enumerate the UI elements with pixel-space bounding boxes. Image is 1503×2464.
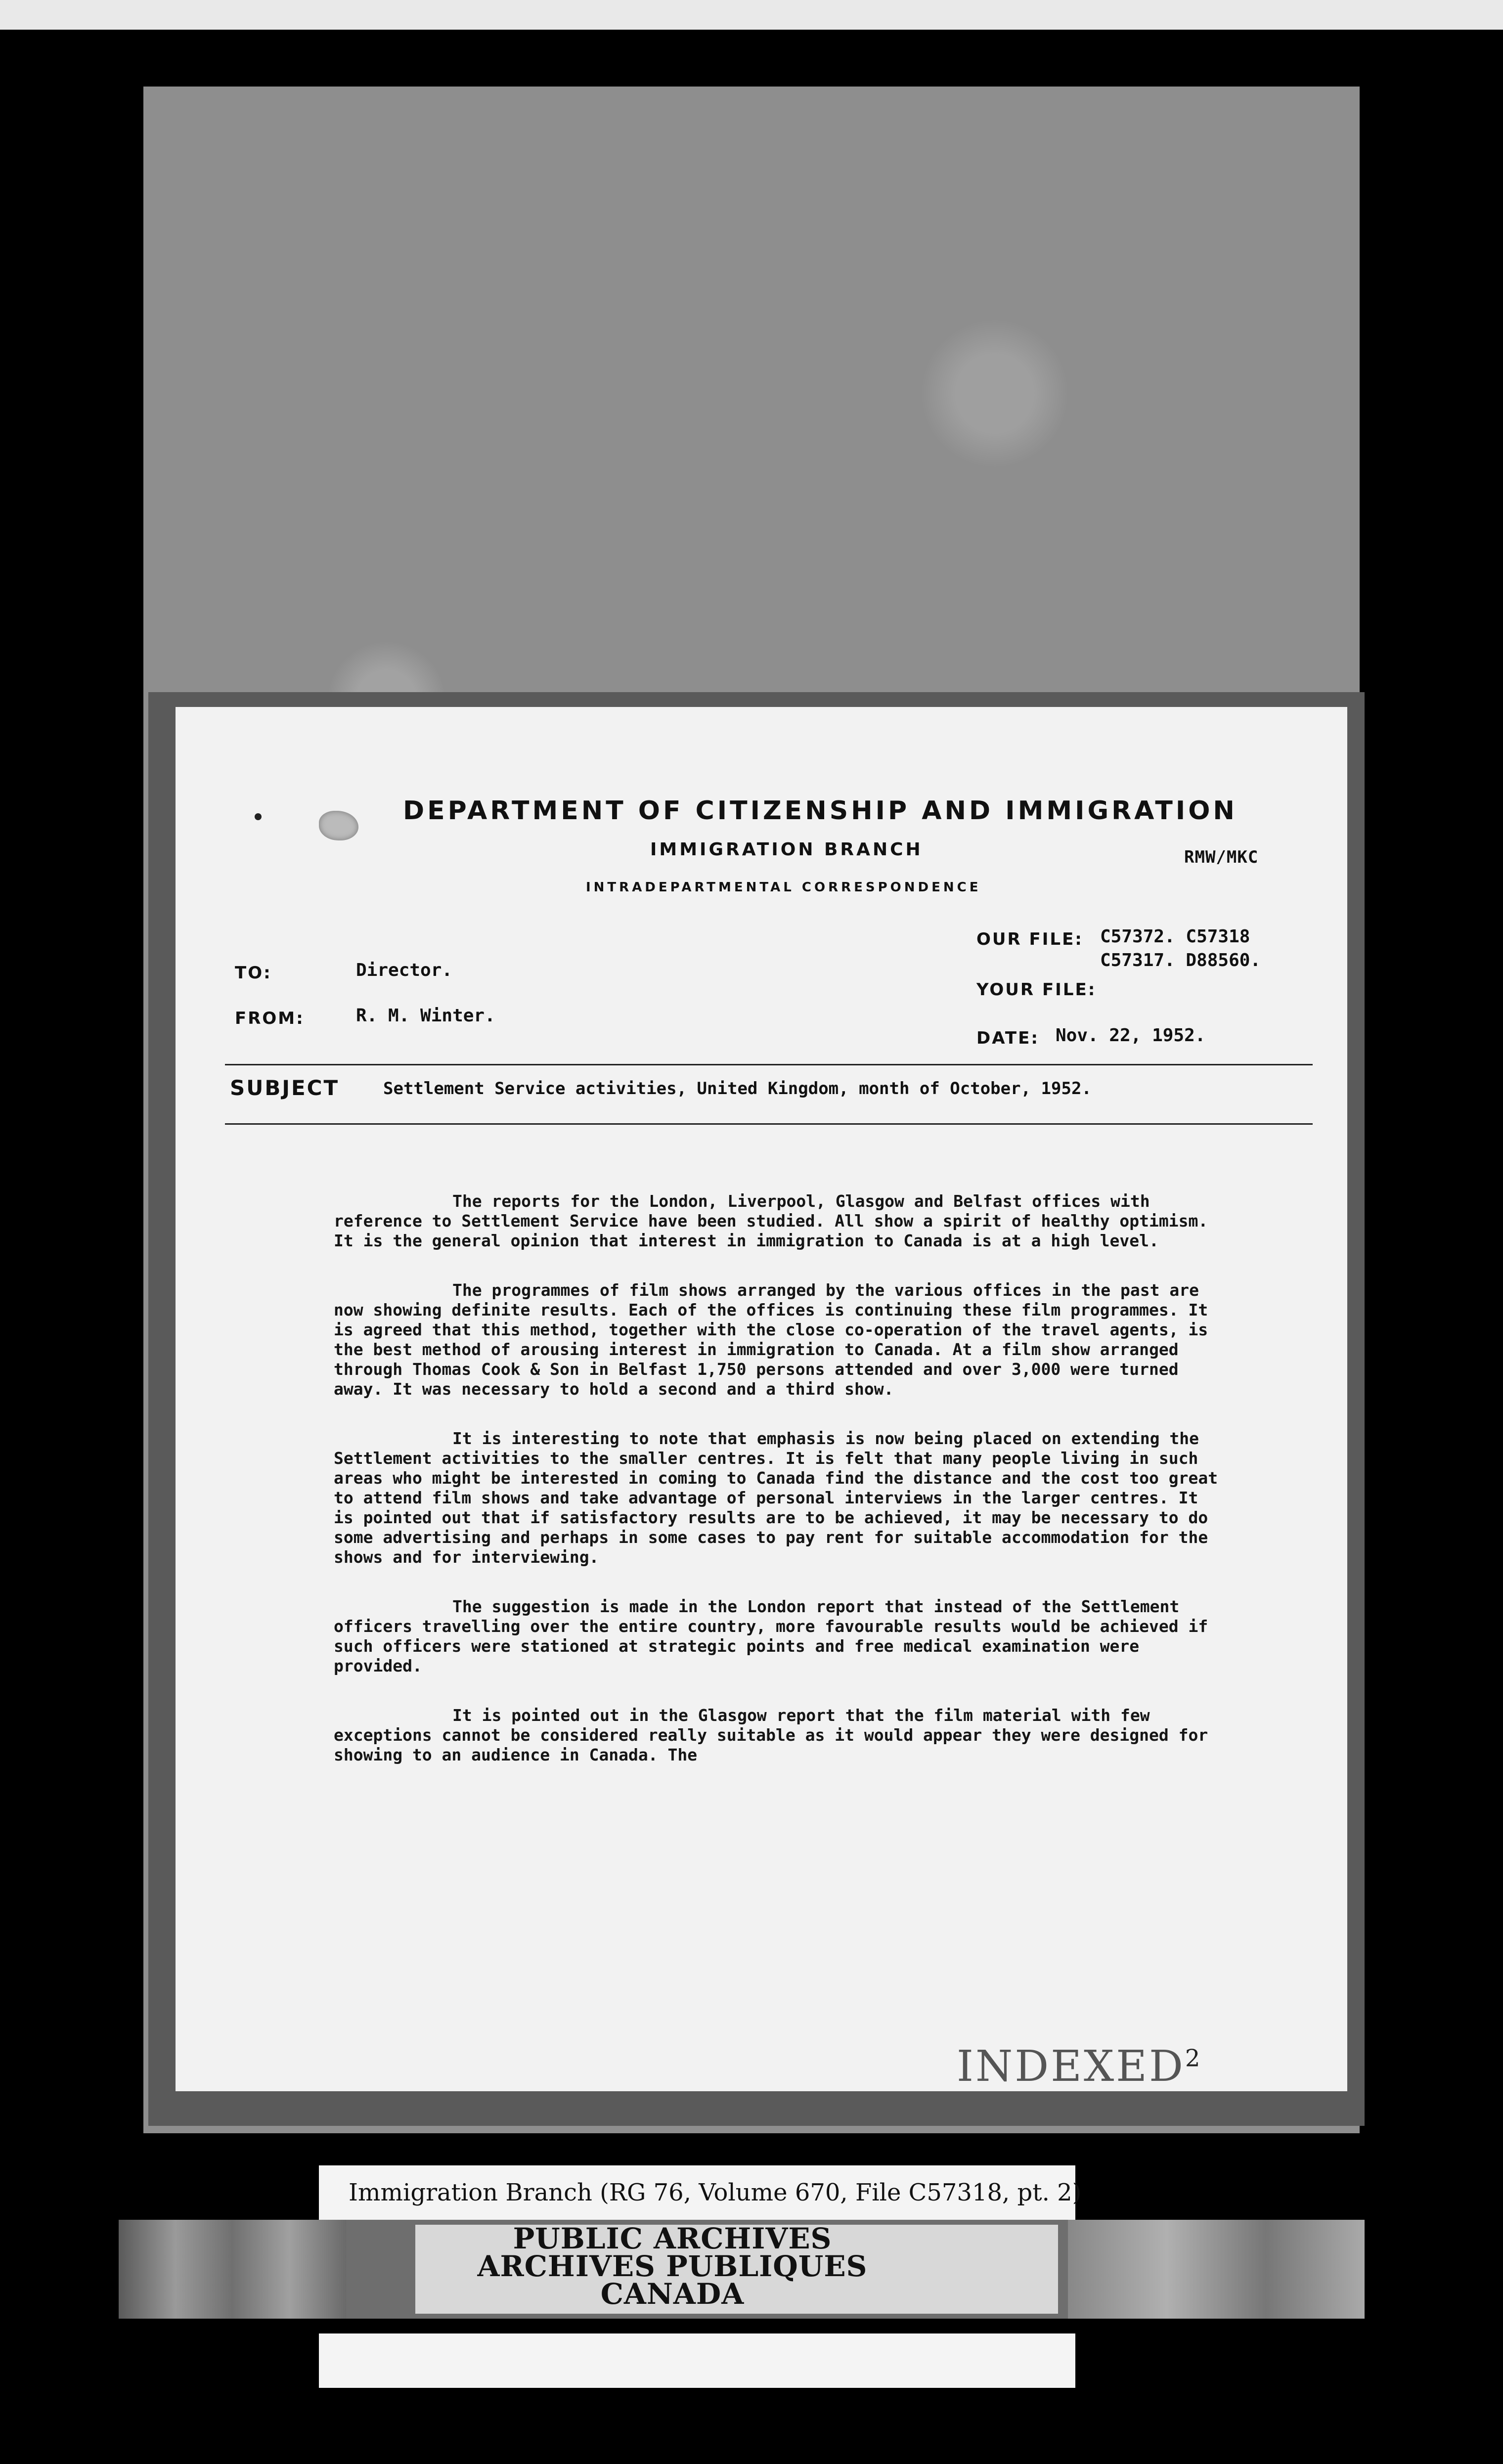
film-strip-right [1068, 2220, 1365, 2319]
our-file-value-2: C57317. D88560. [1100, 950, 1261, 970]
our-file-value-1: C57372. C57318 [1100, 926, 1250, 947]
stamp-line-2: ARCHIVES PUBLIQUES [477, 2249, 868, 2283]
correspondence-heading: INTRADEPARTMENTAL CORRESPONDENCE [586, 880, 981, 895]
archive-citation-label: Immigration Branch (RG 76, Volume 670, File C57318, pt. 2) [319, 2165, 1075, 2220]
date-label: DATE: [976, 1028, 1039, 1048]
subject-value: Settlement Service activities, United Kingdom, month of October, 1952. [383, 1079, 1092, 1099]
top-border-strip [0, 0, 1503, 30]
body-paragraph-5: It is pointed out in the Glasgow report that the film material with few exceptions cannot be considered really suitable as it would appear they were designed for showing to an audience in Canada. The [334, 1706, 1208, 1764]
indexed-stamp-text: INDEXED [957, 2042, 1185, 2091]
body-paragraph-1: The reports for the London, Liverpool, Glasgow and Belfast offices with reference to Settlement Service have been studied. All show a spirit of healthy optimism. It is the general opinion that interest in immigration to Canada is at a high level. [334, 1191, 1208, 1250]
from-value: R. M. Winter. [356, 1006, 495, 1026]
film-strip-left [119, 2220, 346, 2319]
department-heading: DEPARTMENT OF CITIZENSHIP AND IMMIGRATION [403, 796, 1238, 826]
stamp-line-1: PUBLIC ARCHIVES [513, 2222, 832, 2255]
date-value: Nov. 22, 1952. [1056, 1025, 1206, 1046]
your-file-label: YOUR FILE: [976, 980, 1097, 1000]
body-paragraph-2: The programmes of film shows arranged by the various offices in the past are now showing definite results. Each of the offices is continuing these film programmes. It is agreed that this method, together with the close co-operation of the travel agents, is the best method of arousing interest in immigration to Canada. At a film show arranged through Thomas Cook & Son in Belfast 1,750 persons attended and over 3,000 were turned away. It was necessary to hold a second and a third show. [334, 1280, 1208, 1399]
subject-rule-bottom [225, 1123, 1313, 1125]
public-archives-stamp [430, 2222, 915, 2314]
memo-page [176, 707, 1347, 2091]
from-label: FROM: [235, 1009, 305, 1028]
page-number: 2 [1185, 2044, 1202, 2072]
to-label: TO: [235, 963, 272, 983]
body-paragraph-4: The suggestion is made in the London report that instead of the Settlement officers travelling over the entire country, more favourable results would be achieved if such officers were stationed at strategic points and free medical examination were provided. [334, 1597, 1208, 1675]
paper-blemish [319, 811, 358, 840]
subject-label: SUBJECT [230, 1076, 340, 1100]
punch-mark [255, 813, 262, 820]
branch-heading: IMMIGRATION BRANCH [650, 839, 923, 860]
indexed-stamp [957, 2042, 1202, 2091]
bottom-label-blank [319, 2333, 1075, 2388]
our-file-label: OUR FILE: [976, 929, 1083, 949]
memo-body [334, 1191, 1224, 1795]
body-paragraph-3: It is interesting to note that emphasis is now being placed on extending the Settlement activities to the smaller centres. It is felt that many people living in such areas who might be interested in coming to Canada find the distance and the cost too great to attend film shows and take advantage of personal interviews in the larger centres. It is pointed out that if satisfactory results are to be achieved, it may be necessary to do some advertising and perhaps in some cases to pay rent for suitable accommodation for the shows and for interviewing. [334, 1429, 1218, 1567]
subject-rule-top [225, 1064, 1313, 1065]
to-value: Director. [356, 960, 453, 980]
stamp-line-3: CANADA [600, 2277, 745, 2311]
reference-code: RMW/MKC [1184, 847, 1259, 867]
